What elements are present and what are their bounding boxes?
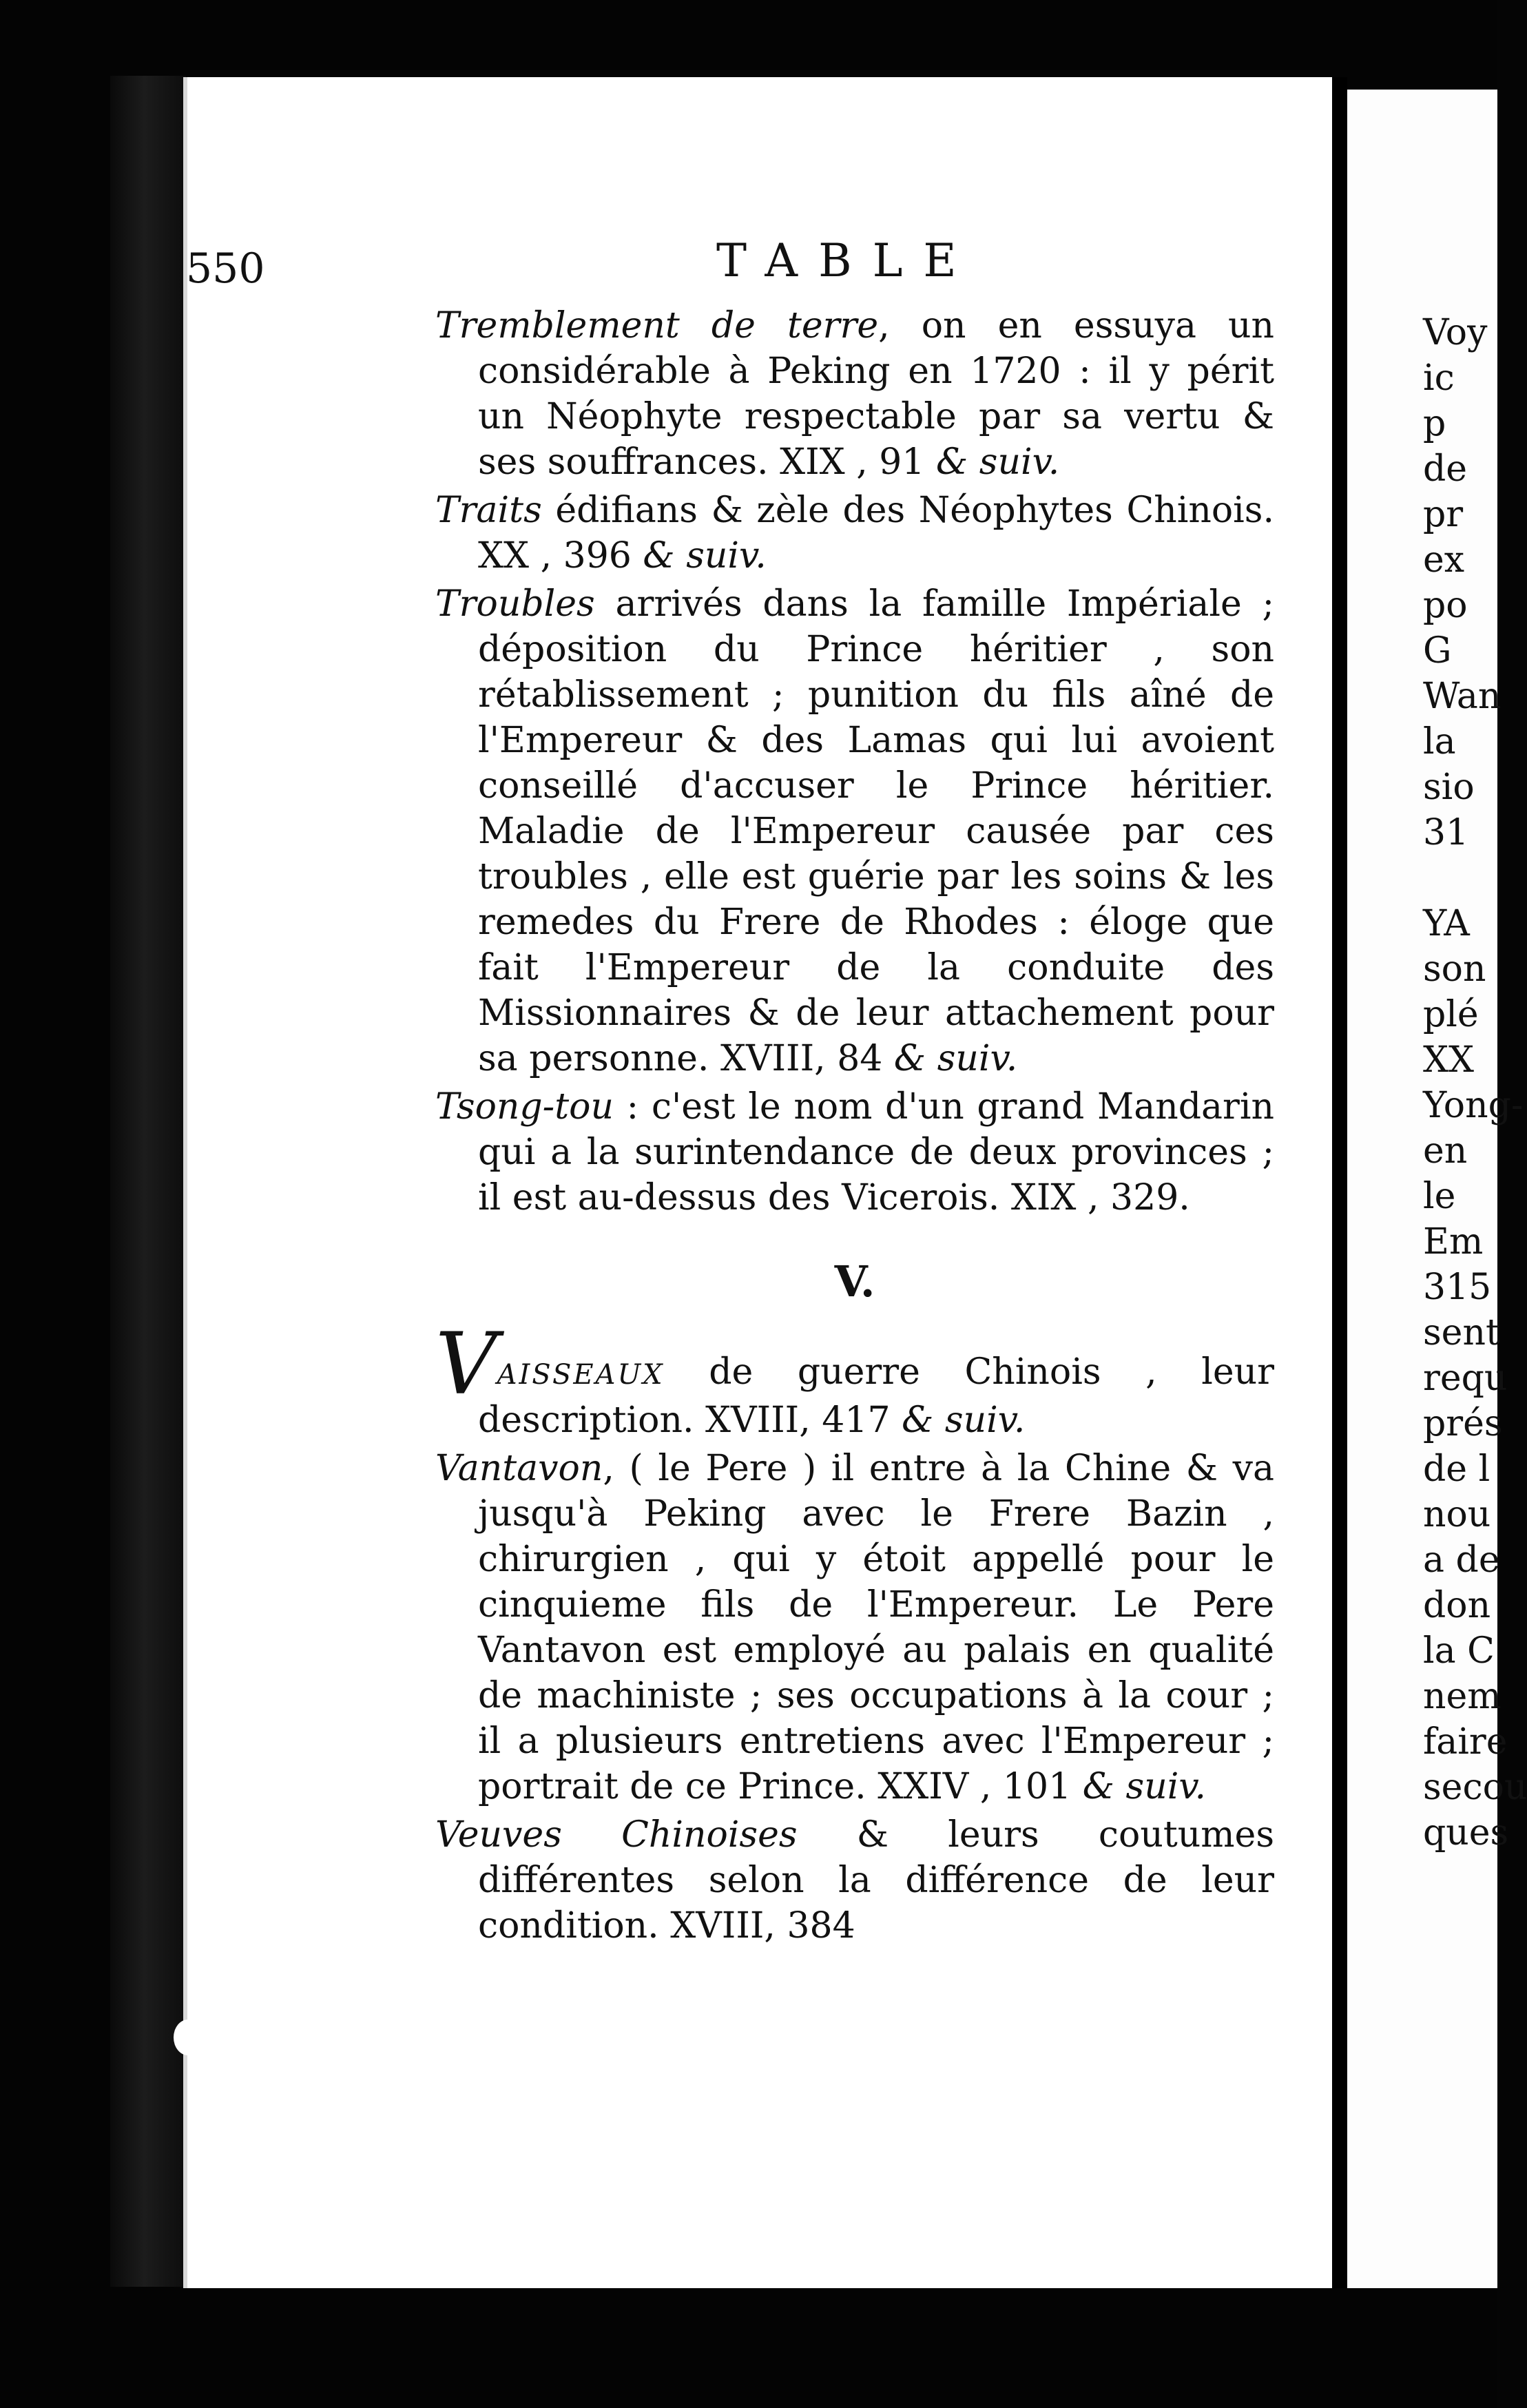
entry-suffix: & suiv. [893,1038,1018,1079]
entry-suffix: & suiv. [643,535,767,577]
right-page-line: ex [1423,539,1465,581]
entry-text: arrivés dans la famille Impériale ; déposition du Prince héritier , son rétablissement ; punition du fils aîné de l'Empereur & des Lamas qui lui avoient conseillé d'accuser le Prince héritier. Maladie de l'Empereur causée par ces troubles , elle est guérie par les soins & les remedes du Frere de Rhodes : éloge que fait l'Empereur de la conduite des Missionnaires & de leur attachement pour sa personne. XVIII, 84 [478,583,1274,1079]
right-page-line: Em [1423,1221,1484,1263]
index-entry [435,303,1274,485]
section-letter: V. [834,1256,875,1307]
index-entry [435,1446,1274,1809]
entry-suffix: & suiv. [935,442,1060,483]
index-entry [435,1812,1274,1949]
right-page-line: de [1423,448,1468,490]
right-page-text-fragments [1423,310,1527,1856]
page-gutter [1332,77,1347,2288]
right-page-line [1423,855,1527,901]
right-page-line: en [1423,1130,1468,1172]
right-page-line: p [1423,403,1446,444]
right-page-line: po [1423,585,1468,626]
right-page-line: pr [1423,494,1464,535]
entry-text: : c'est le nom d'un grand Mandarin qui a la surintendance de deux provinces ; il est au-dessus des Vicerois. XIX , 329. [478,1086,1274,1218]
right-page-line: don [1423,1585,1491,1626]
index-entry [435,1084,1274,1221]
right-page-line: son [1423,948,1486,990]
right-page-line: 315 [1423,1267,1492,1308]
right-page-line: prés [1423,1403,1503,1444]
entry-head: Tremblement de terre [435,305,879,346]
right-page-line: G [1423,630,1452,672]
drop-cap: V [435,1315,497,1414]
page-title: TABLE [716,234,977,287]
page-number: 550 [186,245,265,293]
right-page-line: secou [1423,1767,1527,1808]
entry-head: Veuves Chinoises [435,1814,798,1856]
index-entries [435,303,1274,1951]
entry-text: , ( le Pere ) il entre à la Chine & va jusqu'à Peking avec le Frere Bazin , chirurgien , qui y étoit appellé pour le cinquieme fils de l'Empereur. Le Pere Vantavon est employé au palais en qualité de machiniste ; ses occupations à la cour ; il a plusieurs entretiens avec l'Empereur ; portrait de ce Prince. XXIV , 101 [478,1448,1274,1807]
right-page-line: faire [1423,1721,1508,1763]
entry-text: édifians & zèle des Néophytes Chinois. XX , 396 [478,490,1274,577]
book-edge [110,76,186,2287]
right-page-line: la C [1423,1630,1495,1672]
right-page-line: sent [1423,1312,1500,1353]
right-page-line: sio [1423,767,1475,808]
right-page-line: nem [1423,1676,1502,1717]
right-page-line: plé [1423,994,1479,1035]
right-page-line: Yong- [1423,1085,1524,1126]
index-entry [435,1315,1274,1443]
entry-head: Vantavon [435,1448,603,1489]
right-page-line: requ [1423,1358,1508,1399]
right-page-line: a de [1423,1539,1500,1581]
entry-head: AISSEAUX [497,1359,665,1391]
index-entry [435,488,1274,579]
right-page-line: la [1423,721,1456,762]
entry-suffix: & suiv. [902,1400,1026,1441]
entry-text: & leurs coutumes différentes selon la différence de leur condition. XVIII, 384 [478,1814,1275,1947]
right-page-line: ic [1423,357,1455,399]
index-entry [435,581,1274,1081]
right-page-line: ques [1423,1812,1509,1854]
right-page-line: le [1423,1176,1456,1217]
entry-head: Troubles [435,583,595,625]
entry-text: , on en essuya un considérable à Peking en 1720 : il y périt un Néophyte respectable par sa vertu & ses souffrances. XIX , 91 [478,305,1274,483]
entry-head: Tsong-tou [435,1086,614,1128]
right-page-line: nou [1423,1494,1491,1535]
entry-text: de guerre Chinois , leur description. XVIII, 417 [478,1351,1274,1441]
right-page-line: Wan [1423,676,1502,717]
paper-speck [174,2020,202,2055]
entry-head: Traits [435,490,542,531]
entry-suffix: & suiv. [1082,1766,1207,1807]
right-page-line: XX [1423,1039,1475,1081]
right-page-line: de l [1423,1449,1490,1490]
right-page-line: Voy [1423,312,1488,353]
right-page-line: 31 [1423,812,1469,853]
right-page-line: YA [1423,903,1470,944]
